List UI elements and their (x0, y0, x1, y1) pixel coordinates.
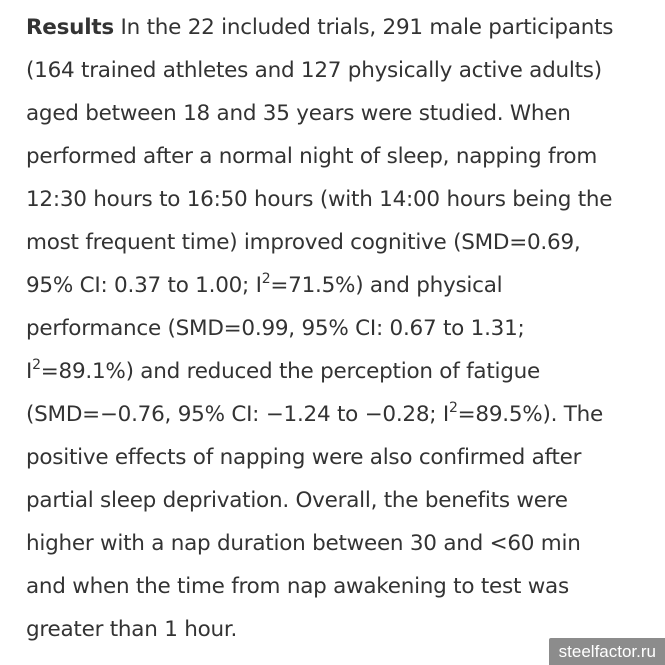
text-line: (SMD=−0.76, 95% CI: −1.24 to −0.28; $I^2=89.5\%$). The (26, 400, 603, 427)
text-line: $I^2=89.1\%$) and reduced the perception of fatigue (26, 357, 541, 384)
text-line: and when the time from nap awakening to test was (26, 574, 569, 599)
superscript: 2 (32, 357, 41, 373)
watermark-label: steelfactor.ru (549, 638, 665, 665)
text-line: higher with a nap duration between 30 and <60 min (26, 531, 581, 556)
text-line: 95% CI: 0.37 to 1.00; $I^2=71.5\%$) and physical (26, 271, 503, 298)
text-line: positive effects of napping were also confirmed after (26, 445, 582, 470)
text-line: aged between 18 and 35 years were studied. When (26, 101, 571, 126)
text-line: Results In the 22 included trials, 291 male participants (26, 15, 614, 40)
text-line: greater than 1 hour. (26, 617, 238, 642)
text-line: 12:30 hours to 16:50 hours (with 14:00 hours being the (26, 187, 613, 212)
abstract-results-paragraph (26, 6, 656, 651)
text-line: performed after a normal night of sleep, napping from (26, 144, 598, 169)
text-line: (164 trained athletes and 127 physically active adults) (26, 58, 602, 83)
text-line: most frequent time) improved cognitive (SMD=0.69, (26, 230, 581, 255)
superscript: 2 (261, 271, 271, 287)
superscript: 2 (448, 400, 458, 416)
results-heading: Results (26, 15, 114, 40)
text-line: partial sleep deprivation. Overall, the benefits were (26, 488, 568, 513)
text-line: performance (SMD=0.99, 95% CI: 0.67 to 1.31; (26, 316, 525, 341)
